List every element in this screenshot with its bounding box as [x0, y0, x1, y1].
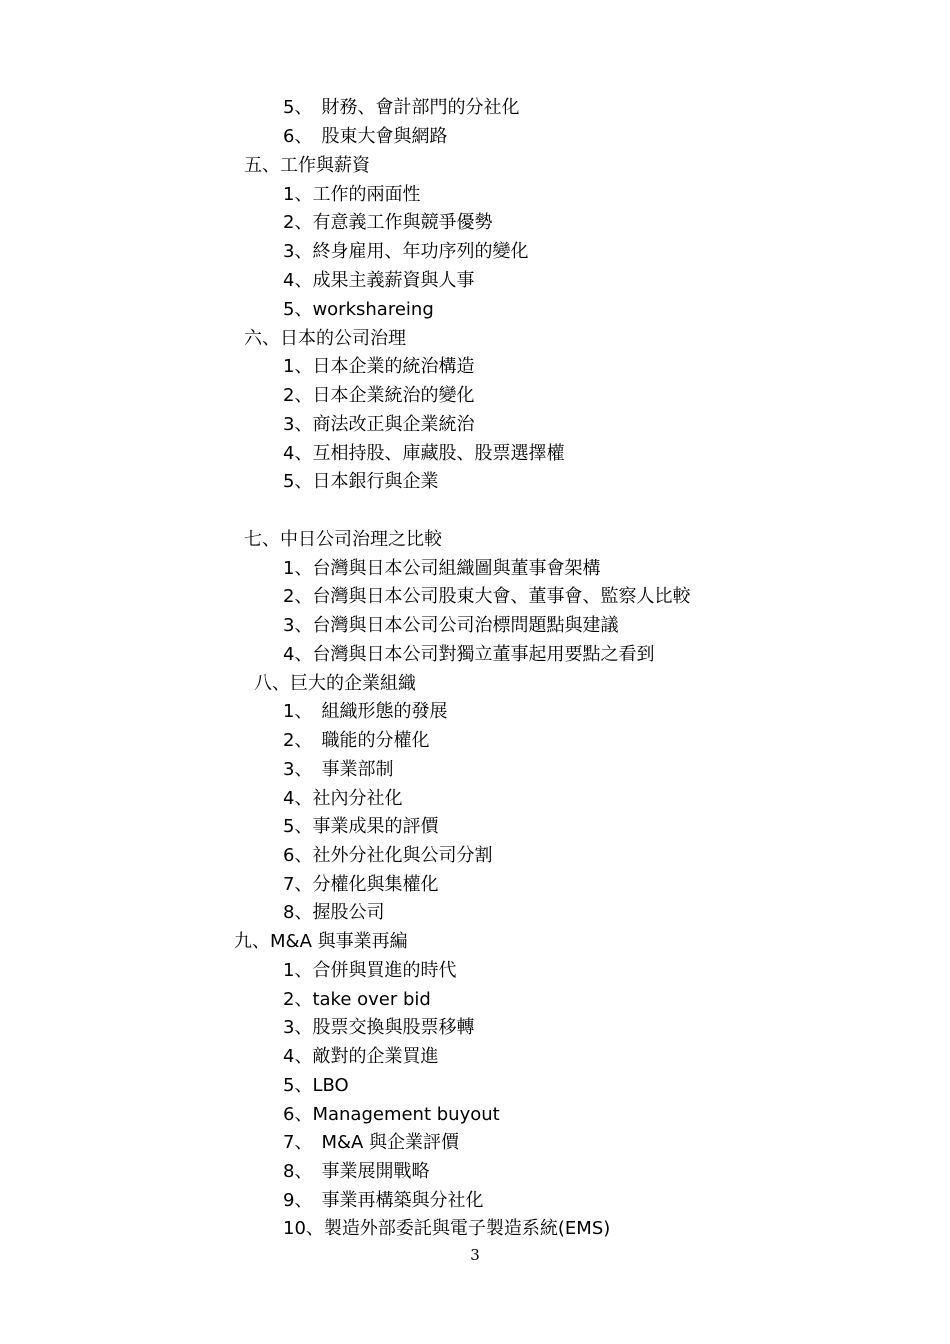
list-item: 7、分權化與集權化 [283, 874, 439, 895]
list-item: 4、互相持股、庫藏股、股票選擇權 [283, 443, 565, 464]
list-item: 1、日本企業的統治構造 [283, 356, 475, 377]
section-heading: 八、巨大的企業組織 [254, 673, 416, 694]
list-item: 8、握股公司 [283, 902, 385, 923]
section-heading: 七、中日公司治理之比較 [244, 529, 442, 550]
list-item: 2、台灣與日本公司股東大會、董事會、監察人比較 [283, 586, 691, 607]
list-item: 2、take over bid [283, 989, 431, 1010]
list-item: 2、 職能的分權化 [283, 730, 430, 751]
list-item: 4、社內分社化 [283, 788, 403, 809]
page-number: 3 [470, 1246, 480, 1264]
list-item: 6、社外分社化與公司分割 [283, 845, 493, 866]
list-item: 4、成果主義薪資與人事 [283, 270, 475, 291]
section-heading: 九、M&A 與事業再編 [234, 931, 408, 952]
list-item: 9、 事業再構築與分社化 [283, 1190, 484, 1211]
list-item: 5、workshareing [283, 299, 434, 320]
list-item: 7、 M&A 與企業評價 [283, 1132, 460, 1153]
list-item: 8、 事業展開戰略 [283, 1161, 430, 1182]
list-item: 3、台灣與日本公司公司治標問題點與建議 [283, 615, 619, 636]
list-item: 2、日本企業統治的變化 [283, 385, 475, 406]
list-item: 5、 財務、會計部門的分社化 [283, 97, 520, 118]
list-item: 10、製造外部委託與電子製造系統(EMS) [283, 1218, 611, 1239]
section-heading: 六、日本的公司治理 [244, 328, 406, 349]
list-item: 3、商法改正與企業統治 [283, 414, 475, 435]
list-item: 5、事業成果的評價 [283, 816, 439, 837]
list-item: 1、台灣與日本公司組織圖與董事會架構 [283, 558, 601, 579]
list-item: 3、股票交換與股票移轉 [283, 1017, 475, 1038]
list-item: 3、 事業部制 [283, 759, 394, 780]
list-item: 1、工作的兩面性 [283, 184, 421, 205]
list-item: 2、有意義工作與競爭優勢 [283, 212, 493, 233]
list-item: 6、Management buyout [283, 1104, 500, 1125]
list-item: 5、日本銀行與企業 [283, 471, 439, 492]
list-item: 1、合併與買進的時代 [283, 960, 457, 981]
list-item: 4、敵對的企業買進 [283, 1046, 439, 1067]
list-item: 4、台灣與日本公司對獨立董事起用要點之看到 [283, 644, 655, 665]
list-item: 5、LBO [283, 1075, 349, 1096]
list-item: 6、 股東大會與網路 [283, 126, 448, 147]
list-item: 3、終身雇用、年功序列的變化 [283, 241, 529, 262]
section-heading: 五、工作與薪資 [244, 155, 370, 176]
list-item: 1、 組織形態的發展 [283, 701, 448, 722]
